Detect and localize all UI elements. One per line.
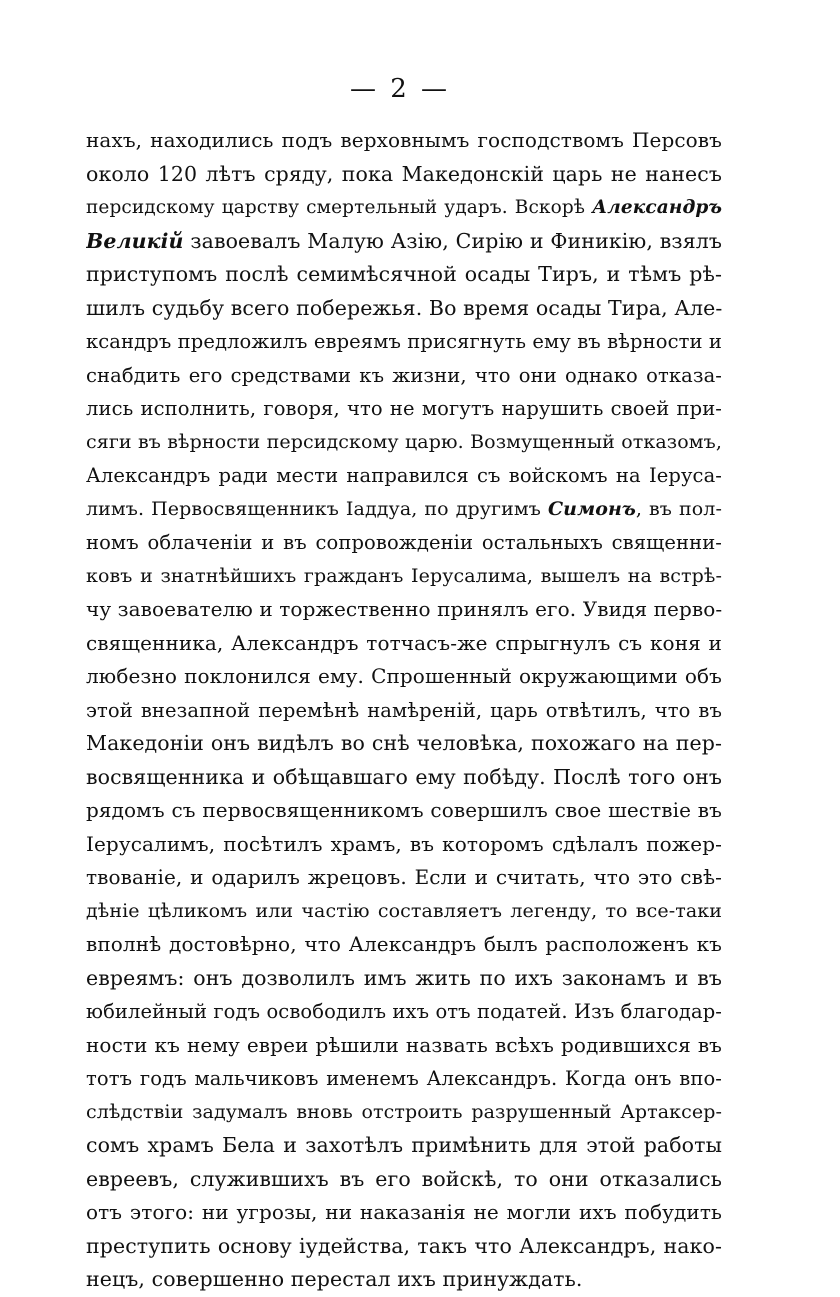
text-line: номъ облаченіи и въ сопровожденіи остальныхъ священни-: [86, 531, 722, 554]
text-line: Іерусалимъ, посѣтилъ храмъ, въ которомъ сдѣлалъ пожер-: [86, 831, 722, 856]
text-line: тотъ годъ мальчиковъ именемъ Александръ. Когда онъ впо-: [86, 1067, 722, 1090]
text-line: Александръ ради мести направился съ войскомъ на Іеруса-: [86, 464, 722, 487]
text-line: нецъ, совершенно перестал ихъ принуждать.: [86, 1267, 583, 1291]
italic-name: Великій: [86, 228, 184, 253]
text-line: твованіе, и одарилъ жрецовъ. Если и считать, что это свѣ-: [86, 865, 722, 889]
text-run: лимъ. Первосвященникъ Іаддуа, по другимъ: [86, 497, 548, 520]
text-line: лись исполнить, говоря, что не могутъ нарушить своей при-: [86, 397, 722, 420]
text-line: снабдить его средствами къ жизни, что они однако отказа-: [86, 363, 722, 387]
text-line: сомъ храмъ Бела и захотѣлъ примѣнить для этой работы: [86, 1133, 722, 1157]
text-line: ности къ нему евреи рѣшили назвать всѣхъ родившихся въ: [86, 1032, 722, 1057]
text-line: приступомъ послѣ семимѣсячной осады Тиръ, и тѣмъ рѣ-: [86, 262, 722, 286]
text-line: восвященника и обѣщавшаго ему побѣду. Послѣ того онъ: [86, 764, 722, 789]
text-line: [86, 225, 722, 259]
text-line: рядомъ съ первосвященникомъ совершилъ свое шествіе въ: [86, 798, 722, 822]
text-line: дѣніе цѣликомъ или частію составляетъ легенду, то все-таки: [86, 899, 722, 922]
text-line: нахъ, находились подъ верховнымъ господствомъ Персовъ: [86, 128, 722, 152]
text-line: преступить основу іудейства, такъ что Александръ, нако-: [86, 1233, 722, 1258]
body-text: [86, 124, 722, 1297]
text-line: чу завоевателю и торжественно принялъ его. Увидя перво-: [86, 597, 722, 621]
page-number: — 2 —: [349, 74, 451, 104]
text-line: отъ этого: ни угрозы, ни наказанія не могли ихъ побудить: [86, 1200, 722, 1224]
text-line: слѣдствіи задумалъ вновь отстроить разрушенный Артаксер-: [86, 1100, 722, 1123]
text-line: юбилейный годъ освободилъ ихъ отъ податей. Изъ благодар-: [86, 1000, 722, 1023]
text-line: сяги въ вѣрности персидскому царю. Возмущенный отказомъ,: [86, 430, 722, 453]
text-line: около 120 лѣтъ сряду, пока Македонскій царь не нанесъ: [86, 161, 722, 186]
text-line: [86, 191, 722, 225]
italic-name: Александръ: [592, 197, 722, 218]
text-line: священника, Александръ тотчасъ-же спрыгнулъ съ коня и: [86, 630, 722, 655]
text-run: , въ пол-: [635, 497, 722, 520]
text-line: евреямъ: онъ дозволилъ имъ жить по ихъ законамъ и въ: [86, 965, 722, 990]
text-line: ковъ и знатнѣйшихъ гражданъ Іерусалима, вышелъ на встрѣ-: [86, 564, 722, 587]
text-line: ксандръ предложилъ евреямъ присягнуть ему въ вѣрности и: [86, 330, 722, 353]
text-run: персидскому царству смертельный ударъ. Вскорѣ: [86, 197, 593, 218]
text-line: любезно поклонился ему. Спрошенный окружающими объ: [86, 664, 722, 688]
text-line: Македоніи онъ видѣлъ во снѣ человѣка, похожаго на пер-: [86, 731, 722, 755]
text-run: завоевалъ Малую Азію, Сирію и Финикію, взялъ: [183, 228, 722, 253]
text-line: евреевъ, служившихъ въ его войскѣ, то они отказались: [86, 1166, 722, 1191]
text-line: шилъ судьбу всего побережья. Во время осады Тира, Але-: [86, 295, 722, 320]
italic-name: Симонъ: [547, 497, 636, 520]
text-line: [86, 493, 722, 527]
text-line: этой внезапной перемѣнѣ намѣреній, царь отвѣтилъ, что въ: [86, 698, 722, 722]
text-line: вполнѣ достовѣрно, что Александръ былъ расположенъ къ: [86, 932, 722, 956]
